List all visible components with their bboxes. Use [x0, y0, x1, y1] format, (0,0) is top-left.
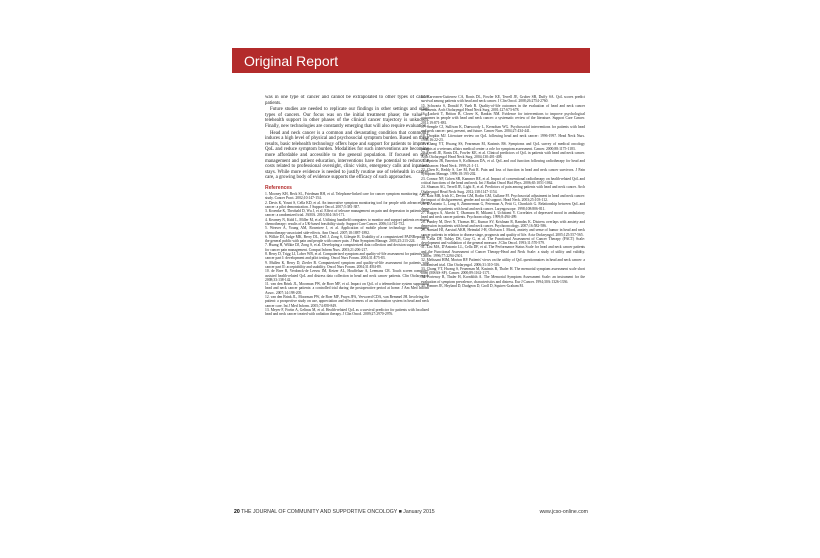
section-header-bar	[232, 48, 590, 73]
reference-item: 22. Chen K, Reddy S, Lee M, Patt R. Pain and loss of function in head and neck cancer survivors. J Pain Symptom Manage. 1999;18:193-202.	[421, 168, 585, 177]
journal-url: www.jcso-online.com	[539, 509, 588, 515]
reference-item: 33. Chang VT, Hwang S, Feuerman M, Kasimis B, Thaler H. The memorial symptom assessment scale short form (MSAS-SF). Cancer. 2000;89:1162-1171.	[421, 266, 585, 276]
reference-item: 18. Dropkin MJ. Literature review on QoL following head and neck cancer: 1996-1997. Head Neck Nurs. 1998;16:22-23.	[421, 133, 585, 142]
reference-list	[265, 192, 429, 317]
issue-date: January 2015	[403, 509, 435, 515]
reference-item: 16. Luckett T, Britton B, Clover K, Rankin NM. Evidence for interventions to improve psychological outcomes in people with head and neck cancer: a systematic review of the literature. Support Care Cancer. 2011;19:871-881.	[421, 112, 585, 125]
reference-item: 32. Melissant HIM, Morton RP. Patients' views on the utility of QoL questionnaires in head and neck cancer: a randomised trial. Clin Otolaryngol. 2006;31:310-316.	[421, 258, 585, 267]
reference-item: 12. van den Brink JL, Moorman PW, de Boer MF, Pruyn JFA, Verwoerd CDA, van Bemmel JH. Involving the patient: a prospective study on use, appreciation and effectiveness of an information system in head and neck cancer care. Int J Med Inform. 2005;74:839-849.	[265, 295, 429, 308]
reference-item: 10. de Bree R, Verdonck-de Leeuw IM, Keizer AL, Houffelaar A, Leemans CR. Touch screen computer-assisted health-related QoL and distress data collection in head and neck cancer patients. Clin Otolaryngol. 2008;33:138-142.	[265, 269, 429, 282]
reference-item: 23. Connor NP, Cohen SB, Kammer RE, et al. Impact of conventional radiotherapy on health-related QoL and critical functions of the head and neck. Int J Radiat Oncol Biol Phys. 2006;65:1051-1062.	[421, 176, 585, 185]
references-heading: References	[265, 184, 292, 191]
reference-item: 31. List MA, D'Antonio LL, Cella DF, et al. The Performance Status Scale for head and neck cancer patients and the Functional Assessment of Cancer Therapy-Head and Neck Scale: a study of utility and validity. Cancer. 1996;77:2294-2301.	[421, 245, 585, 258]
reference-item: 8. Berry D, Trigg LJ, Lober WB, et al. Computerized symptom and quality-of-life assessment for patients with cancer part I: development and pilot testing. Oncol Nurs Forum. 2004;31:E75-83.	[265, 252, 429, 261]
section-title: Original Report	[244, 53, 339, 69]
reference-item: 20. Terrell JE, Ronis DL, Fowler KE, et al. Clinical predictors of QoL in patients with head and neck cancer. Arch Otolaryngol Head Neck Surg. 2004;130:401-408.	[421, 150, 585, 160]
separator-icon: ■	[398, 509, 402, 515]
reference-list	[421, 95, 585, 288]
journal-name: THE JOURNAL OF COMMUNITY AND SUPPORTIVE ONCOLOGY	[241, 509, 398, 515]
body-paragraph: Future studies are needed to replicate our findings in other settings and other types of cancers. Our focus was on the initial treatment phase; the value of telehealth support in other phases of the clinical cancer trajectory is unknown. Finally, new technologies are constantly emerging that will also require evaluation.	[265, 107, 429, 129]
reference-item: 26. D'Antonio L, Long S, Zimmerman G, Peterman A, Petti G, Chonkich G. Relationship between QoL and depression in patients with head and neck cancer. Laryngoscope. 1998;108:806-811.	[421, 202, 585, 211]
reference-item: 19. Chang YT, Hwang SS, Fearnman M, Kasimis BS. Symptoms and QoL survey of medical oncology patients at a veterans affairs medical center: a role for symptom assessment. Cancer. 2000;88:1175-1183.	[421, 142, 585, 151]
reference-item: 24. Shuman AG, Terrell JE, Light E, et al. Predictors of pain among patients with head and neck cancer. Arch Otolaryngol Head Neck Surg. 2012;138:1147-1154.	[421, 185, 585, 194]
reference-item: 9. Mullen K, Berry D, Zierler B. Computerized symptom and quality-of-life assessment for patients with cancer part II: acceptability and usability. Oncol Nurs Forum. 2004;31:E84-89.	[265, 260, 429, 269]
page-footer	[234, 509, 588, 515]
reference-item: 4. Kearney N, Kidd L, Miller M, et al. Utilising handheld computers to monitor and support patients receiving chemotherapy: results of a UK-based feasibility study. Support Care Cancer. 2006;14:742-752.	[265, 217, 429, 226]
reference-item: 28. Pandey M, Devi N, Thomas BC, Kumar SV, Krishnan R, Ramdas K. Distress overlaps with anxiety and depression in patients with head and neck cancer. Psychooncology. 2007;16:582-586.	[421, 219, 585, 228]
reference-item: 13. Meyer F, Fortin A, Gelinas M, et al. Health-related QoL as a survival predictor for patients with localized head and neck cancer treated with radiation therapy. J Clin Oncol. 2009;27:2970-2976.	[265, 307, 429, 317]
body-paragraph: Head and neck cancer is a common and devastating condition that commonly induces a high level of physical and psychosocial symptom burden. Based on these results, basic telehealth technology offers hope and support for patients to improve QoL and reduce symptom burden. Modalities for such interventions are becoming more affordable and accessible to the general population. If focused on self-management and patient education, interventions have the potential to reduce the costs related to professional oversight, clinic visits, emergency calls and inpatient stays. While more evidence is needed to justify routine use of telehealth in cancer care, a growing body of evidence supports the efficacy of such approaches.	[265, 130, 429, 181]
right-column	[421, 95, 585, 525]
reference-item: 25. Katz MR, Irish JC, Devins GM, Rodin GM, Gullane PJ. Psychosocial adjustment in head and neck cancer: the impact of disfigurement, gender and social support. Head Neck. 2003;25:103-112.	[421, 193, 585, 203]
page-number: 20	[234, 509, 240, 515]
reference-item: 6. Wilkie DJ, Judge MK, Berry DL, Dell J, Zong S, Gilespie R. Usability of a computerized PAINReportIt in the general public with pain and people with cancer pain. J Pain Symptom Manage. 2003;25:213-224.	[265, 234, 429, 244]
reference-item: 2. Davis K, Yount S, Cella KD, et al. An innovative symptom monitoring tool for people with advanced lung cancer: a pilot demonstration. J Support Oncol. 2007;5:381-387.	[265, 200, 429, 209]
reference-item: 14. Karvonen-Gutierrez CA, Ronis DL, Fowler KE, Terrell JE, Gruber SB, Duffy SA. QoL scores predict survival among patients with head and neck cancer. J Clin Oncol. 2008;26:2754-2760.	[421, 95, 585, 104]
reference-item: 27. Kugaya A, Akechi T, Okamura H, Mikami I, Uchitomi Y. Correlates of depressed mood in ambulatory head and neck cancer patients. Psychooncology. 1999;8:494-499.	[421, 211, 585, 220]
reference-item: 11. van den Brink JL, Moorman PW, de Boer MF, et al. Impact on QoL of a telemedicine system supporting head and neck cancer patients: a controlled trial during the postoperative period at home. J Am Med Inform Assoc. 2007;14:198-205.	[265, 282, 429, 295]
left-column	[265, 95, 429, 525]
reference-item: 7. Huang H, Wilkie DJ, Zong S, et al. Developing a computerized data collection and decision support system for cancer pain management. Comput Inform Nurs. 2003;21:206-217.	[265, 243, 429, 252]
reference-item: 35. Tomner JE, Heyland D, Dudgeon D, Groll D, Squires-Graham M.	[421, 284, 524, 289]
reference-item: 3. Kroenke K, Theobald D, Wu J, et al. Effect of telecare management on pain and depression in patients with cancer: a randomized trial. JAMA. 2010;304:163-171.	[265, 209, 429, 218]
reference-item: 21. Epstein JB, Emerton S, Kolbinson DA, et al. QoL and oral function following radiotherapy for head and neck cancer. Head Neck. 1999;21:1-11.	[421, 159, 585, 168]
reference-item: 30. Cella DF, Tulsky DS, Gray G, et al. The Functional Assessment of Cancer Therapy (FACT) Scale: development and validation of the general measure. J Clin Oncol. 1993;11:570-579.	[421, 236, 585, 246]
body-paragraph: was in one type of cancer and cannot be extrapolated to other types of cancer patients.	[265, 95, 429, 106]
reference-item: 5. Weaver A, Young AM, Rowntree J, et al. Application of mobile phone technology for managing chemotherapy-associated side-effects. Ann Oncol. 2007;18:1887-1892.	[265, 226, 429, 235]
reference-item: 34. Portenoy R, Thaler H, Kornblith A. The Memorial Symptom Assessment Scale: an instrument for the evaluation of symptom prevalence, characteristics and distress. Eur J Cancer. 1994;30A:1326-1336.	[421, 275, 585, 284]
reference-item: 17. Semple CJ, Sullivan K, Dunwoody L, Kernohan WG. Psychosocial interventions for patients with head and neck cancer: past, present, and future. Cancer Nurs. 2004;27:434-441.	[421, 125, 585, 134]
reference-item: 1. Mooney KH, Beck SL, Friedman RH, et al. Telephone-linked care for cancer symptom monitoring: a pilot study. Cancer Pract. 2002;10:147-154.	[265, 191, 429, 201]
reference-item: 15. Schwartz S, Donald P, Yueh B. Quality-of-life outcomes in the evaluation of head and neck cancer treatments. Arch Otolaryngol Head Neck Surg. 2001;127:673-678.	[421, 103, 585, 112]
reference-item: 29. Aarstad HJ, Aarstad AKH, Heimdal J-H, Olofsson J. Mood, anxiety and sense of humor in head and neck cancer patients in relation to disease stage, prognosis and quality of life. Acta Otolaryngol. 2005;125:557-565.	[421, 228, 585, 237]
